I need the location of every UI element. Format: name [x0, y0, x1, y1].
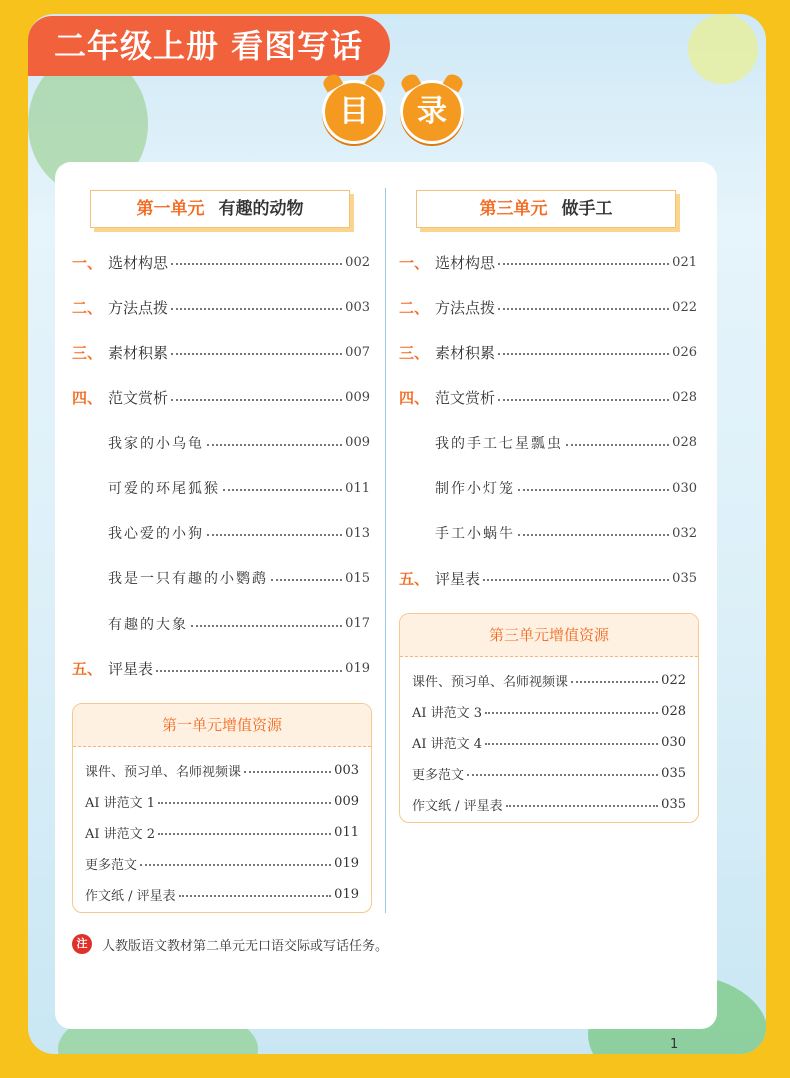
resource-label: 课件、预习单、名师视频课: [85, 764, 242, 780]
dot-leader: [207, 534, 342, 536]
resource-entry: [412, 732, 686, 752]
unit-heading-left: [90, 190, 350, 228]
toc-entry: [399, 387, 697, 409]
dot-leader: [467, 774, 658, 776]
resource-entry: [85, 884, 359, 904]
lily-pad-decoration: [688, 14, 758, 84]
dot-leader: [518, 489, 669, 491]
resource-page: 028: [661, 703, 686, 719]
resource-entry: [412, 701, 686, 721]
dot-leader: [483, 579, 669, 581]
resource-entry: [412, 670, 686, 690]
entry-page: 002: [345, 254, 370, 270]
page-number: 1: [670, 1037, 679, 1052]
toc-entry: [72, 522, 370, 544]
entry-number: 一、: [399, 253, 430, 272]
entry-label: 选材构思: [435, 253, 496, 272]
dot-leader: [223, 489, 342, 491]
toc-char-2: [400, 80, 464, 144]
toc-entry: [72, 387, 370, 409]
toc-char-text: 录: [417, 94, 447, 129]
resource-title: 第一单元增值资源: [73, 704, 371, 747]
toc-char-text: 目: [339, 94, 369, 129]
entry-number: 一、: [72, 253, 103, 272]
resource-label: AI 讲范文 3: [412, 705, 483, 721]
entry-number: 五、: [399, 569, 430, 588]
dot-leader: [158, 833, 331, 835]
note-text: 人教版语文教材第二单元无口语交际或写话任务。: [102, 938, 389, 954]
resource-page: 035: [661, 765, 686, 781]
entry-label: 我心爱的小狗: [108, 526, 204, 543]
toc-entry: [399, 432, 697, 454]
entry-page: 017: [345, 616, 370, 632]
entry-label: 手工小蜗牛: [435, 526, 515, 543]
dot-leader: [498, 308, 669, 310]
resource-label: AI 讲范文 4: [412, 736, 483, 752]
entry-label: 方法点拨: [435, 298, 496, 317]
entry-page: 028: [672, 390, 697, 406]
toc-entry: [72, 613, 370, 635]
entry-page: 013: [345, 525, 370, 541]
entry-number: 四、: [72, 389, 103, 408]
toc-entry: [399, 567, 697, 589]
dot-leader: [498, 399, 669, 401]
resource-label: 作文纸 / 评星表: [412, 798, 503, 814]
entry-number: 五、: [72, 660, 103, 679]
entry-number: 三、: [399, 343, 430, 362]
toc-entry: [399, 251, 697, 273]
resource-page: 019: [334, 886, 359, 902]
page-title: 二年级上册 看图写话: [28, 16, 390, 76]
dot-leader: [571, 681, 658, 683]
resource-page: 035: [661, 796, 686, 812]
toc-entry: [399, 522, 697, 544]
dot-leader: [207, 444, 342, 446]
resource-label: 更多范文: [412, 767, 465, 783]
entry-page: 011: [345, 480, 370, 496]
entry-label: 范文赏析: [108, 389, 169, 408]
unit-heading-right: [416, 190, 676, 228]
toc-entry: [399, 477, 697, 499]
dot-leader: [485, 712, 658, 714]
dot-leader: [191, 625, 342, 627]
toc-entry: [399, 296, 697, 318]
resource-title: 第三单元增值资源: [400, 614, 698, 657]
resource-entry: [85, 791, 359, 811]
entry-number: 二、: [72, 298, 103, 317]
entry-label: 我是一只有趣的小鹦鹉: [108, 571, 268, 588]
resource-page: 019: [334, 855, 359, 871]
toc-entry: [72, 567, 370, 589]
dot-leader: [158, 802, 331, 804]
resource-page: 030: [661, 734, 686, 750]
entry-page: 009: [345, 390, 370, 406]
entry-label: 范文赏析: [435, 389, 496, 408]
entry-label: 选材构思: [108, 253, 169, 272]
dot-leader: [518, 534, 669, 536]
resource-box-right: [399, 613, 699, 823]
column-divider: [385, 188, 386, 913]
entry-page: 003: [345, 299, 370, 315]
entry-number: 四、: [399, 389, 430, 408]
resource-box-left: [72, 703, 372, 913]
resource-label: AI 讲范文 2: [85, 826, 156, 842]
entry-page: 032: [672, 525, 697, 541]
toc-char-1: [322, 80, 386, 144]
entry-page: 015: [345, 570, 370, 586]
resource-page: 022: [661, 672, 686, 688]
entry-page: 035: [672, 570, 697, 586]
resource-page: 009: [334, 793, 359, 809]
dot-leader: [485, 743, 658, 745]
toc-entry: [72, 477, 370, 499]
entry-page: 007: [345, 344, 370, 360]
resource-entry: [85, 822, 359, 842]
resource-label: AI 讲范文 1: [85, 795, 156, 811]
entry-page: 026: [672, 344, 697, 360]
toc-entry: [72, 341, 370, 363]
resource-entry: [85, 760, 359, 780]
entry-page: 019: [345, 661, 370, 677]
unit-name: 有趣的动物: [218, 199, 304, 219]
resource-entry: [412, 794, 686, 814]
entry-label: 素材积累: [108, 343, 169, 362]
dot-leader: [271, 579, 342, 581]
note-badge: 注: [72, 934, 92, 954]
dot-leader: [171, 353, 342, 355]
toc-entry: [72, 658, 370, 680]
toc-entry: [72, 251, 370, 273]
resource-entry: [85, 853, 359, 873]
entry-label: 方法点拨: [108, 298, 169, 317]
dot-leader: [179, 895, 332, 897]
entry-page: 009: [345, 435, 370, 451]
dot-leader: [498, 263, 669, 265]
dot-leader: [171, 399, 342, 401]
dot-leader: [171, 308, 342, 310]
resource-label: 课件、预习单、名师视频课: [412, 674, 569, 690]
toc-entry: [72, 432, 370, 454]
entry-label: 我的手工七星瓢虫: [435, 435, 563, 452]
entry-page: 021: [672, 254, 697, 270]
entry-number: 三、: [72, 343, 103, 362]
resource-entry: [412, 763, 686, 783]
dot-leader: [498, 353, 669, 355]
toc-entry: [72, 296, 370, 318]
entry-label: 有趣的大象: [108, 616, 188, 633]
entry-label: 可爱的环尾狐猴: [108, 481, 220, 497]
unit-number: 第一单元: [136, 199, 205, 219]
entry-label: 素材积累: [435, 343, 496, 362]
dot-leader: [140, 864, 331, 866]
entry-page: 028: [672, 435, 697, 451]
footnote: [72, 934, 388, 954]
resource-label: 更多范文: [85, 857, 138, 873]
dot-leader: [171, 263, 342, 265]
dot-leader: [506, 805, 659, 807]
entry-label: 我家的小乌龟: [108, 435, 204, 452]
entry-page: 022: [672, 299, 697, 315]
entry-number: 二、: [399, 298, 430, 317]
toc-entry: [399, 341, 697, 363]
dot-leader: [156, 670, 342, 672]
entry-label: 评星表: [108, 660, 154, 679]
unit-number: 第三单元: [479, 199, 548, 219]
resource-page: 011: [334, 824, 359, 840]
resource-label: 作文纸 / 评星表: [85, 888, 176, 904]
dot-leader: [566, 444, 669, 446]
entry-page: 030: [672, 480, 697, 496]
entry-label: 评星表: [435, 569, 481, 588]
entry-label: 制作小灯笼: [435, 481, 515, 497]
resource-page: 003: [334, 762, 359, 778]
dot-leader: [244, 771, 331, 773]
unit-name: 做手工: [561, 199, 613, 219]
